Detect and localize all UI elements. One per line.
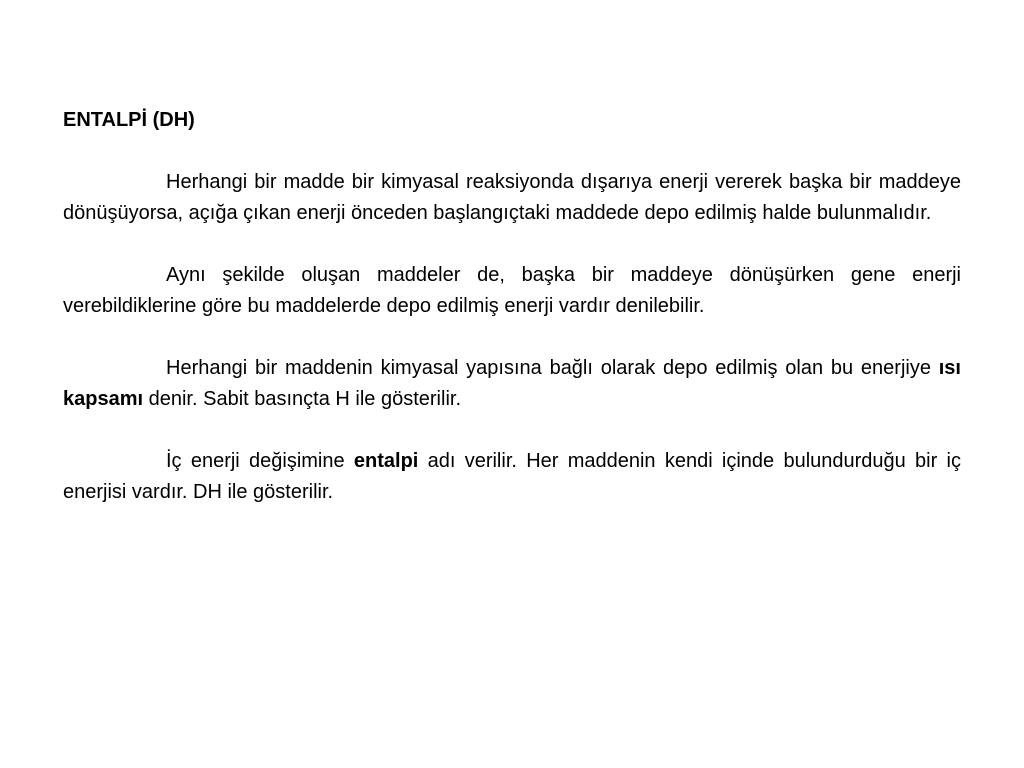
paragraph-enthalpy-after: adı verilir. Her maddenin kendi içinde bulundurduğu bir iç enerjisi vardır. DH ile gösterilir.: [63, 450, 961, 503]
paragraph-stored-energy: Aynı şekilde oluşan maddeler de, başka bir maddeye dönüşürken gene enerji verebildiklerine göre bu maddelerde depo edilmiş enerji vardır denilebilir.: [63, 264, 961, 317]
paragraph-heat-content-before: Herhangi bir maddenin kimyasal yapısına bağlı olarak depo edilmiş olan bu enerjiye: [166, 357, 939, 379]
term-enthalpy: entalpi: [353, 450, 419, 472]
paragraph-heat-content-after: denir. Sabit basınçta H ile gösterilir.: [143, 388, 462, 410]
term-heat-content: ısı kapsamı: [63, 357, 961, 410]
paragraph-enthalpy-before: İç enerji değişimine: [166, 450, 354, 472]
slide-title: ENTALPİ (DH): [63, 109, 195, 131]
paragraph-heat-content: [63, 353, 961, 415]
paragraph-enthalpy: [63, 446, 961, 508]
slide-content: [63, 105, 961, 508]
paragraph-exothermic: Herhangi bir madde bir kimyasal reaksiyonda dışarıya enerji vererek başka bir maddeye dönüşüyorsa, açığa çıkan enerji önceden başlangıçtaki maddede depo edilmiş halde bulunmalıdır.: [63, 171, 961, 224]
